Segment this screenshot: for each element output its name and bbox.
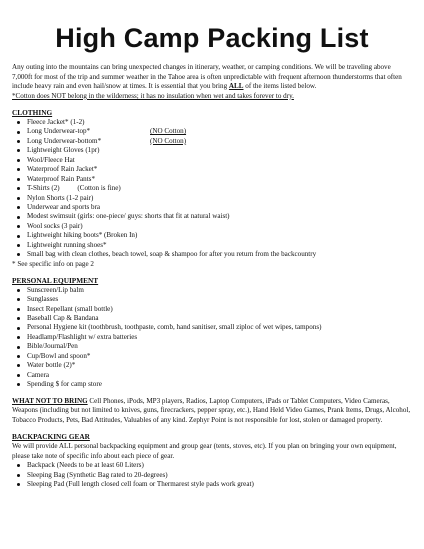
list-item: Camera bbox=[12, 371, 412, 380]
personal-equipment-list bbox=[12, 286, 412, 390]
intro-paragraph bbox=[12, 63, 412, 101]
list-item: Nylon Shorts (1-2 pair) bbox=[12, 194, 412, 203]
clothing-footnote: * See specific info on page 2 bbox=[12, 259, 94, 268]
page-title: High Camp Packing List bbox=[55, 23, 369, 53]
clothing-heading: CLOTHING bbox=[12, 108, 53, 118]
list-item: Personal Hygiene kit (toothbrush, toothpaste, comb, hand sanitiser, small ziploc of wet wipes, tampons) bbox=[12, 323, 412, 332]
personal-equipment-heading: PERSONAL EQUIPMENT bbox=[12, 276, 99, 286]
intro-text-after: of the items listed below. bbox=[243, 82, 317, 91]
intro-emphasis: ALL bbox=[228, 82, 244, 91]
list-item: Sunglasses bbox=[12, 295, 412, 304]
list-item: T-Shirts (2) (Cotton is fine) bbox=[12, 184, 412, 193]
list-item: Cup/Bowl and spoon* bbox=[12, 352, 412, 361]
list-item: Bible/Journal/Pen bbox=[12, 342, 412, 351]
not-to-bring-paragraph bbox=[12, 397, 412, 426]
intro-text: Any outing into the mountains can bring unexpected changes in itinerary, weather, or camping conditions. We will be traveling above 7,000ft for most of the trip and summer weather in the Tahoe area is often unpredictable with frequent afternoon thunderstorms that often include heavy rain and even hail/snow at times. It is essential that you bring bbox=[12, 63, 402, 91]
list-item: Backpack (Needs to be at least 60 Liters) bbox=[12, 461, 412, 470]
list-item: Wool socks (3 pair) bbox=[12, 222, 412, 231]
list-item: Baseball Cap & Bandana bbox=[12, 314, 412, 323]
backpacking-gear-list bbox=[12, 461, 412, 489]
list-item: Lightweight Gloves (1pr) bbox=[12, 146, 412, 155]
cotton-note: *Cotton does NOT belong in the wilderness; it has no insulation when wet and takes forever to dry. bbox=[12, 91, 294, 100]
not-to-bring-text: Cell Phones, iPods, MP3 players, Radios, Laptop Computers, iPads or Tablet Computers, Video Cameras, Weapons (including but not limited to knives, guns, firecrackers, pepper spray, etc.), Hand Held Video Games, Prank Items, Drugs, Alcohol, Tobacco Products, Pets, Bad Attitudes, Valuables of any kind. Zephyr Point is not responsible for lost, stolen or damaged property. bbox=[12, 396, 411, 424]
list-item: Long Underwear-top* (NO Cotton) bbox=[12, 127, 412, 136]
list-item: Fleece Jacket* (1-2) bbox=[12, 118, 412, 127]
list-item: Water bottle (2)* bbox=[12, 361, 412, 370]
list-item: Headlamp/Flashlight w/ extra batteries bbox=[12, 333, 412, 342]
list-item: Sunscreen/Lip balm bbox=[12, 286, 412, 295]
clothing-list bbox=[12, 118, 412, 260]
list-item: Lightweight running shoes* bbox=[12, 241, 412, 250]
list-item: Underwear and sports bra bbox=[12, 203, 412, 212]
list-item: Spending $ for camp store bbox=[12, 380, 412, 389]
list-item: Insect Repellant (small bottle) bbox=[12, 305, 412, 314]
list-item: Long Underwear-bottom* (NO Cotton) bbox=[12, 137, 412, 146]
list-item: Waterproof Rain Jacket* bbox=[12, 165, 412, 174]
list-item: Wool/Fleece Hat bbox=[12, 156, 412, 165]
no-cotton-note: (NO Cotton) bbox=[150, 136, 187, 145]
list-item: Lightweight hiking boots* (Broken In) bbox=[12, 231, 412, 240]
no-cotton-note: (NO Cotton) bbox=[150, 127, 187, 136]
backpacking-gear-heading: BACKPACKING GEAR bbox=[12, 432, 90, 442]
not-to-bring-heading: WHAT NOT TO BRING bbox=[12, 396, 88, 405]
list-item: Waterproof Rain Pants* bbox=[12, 175, 412, 184]
backpacking-gear-intro: We will provide ALL personal backpacking equipment and group gear (tents, stoves, etc). If you plan on bringing your own equipment, please take note of specific info about each piece of gear. bbox=[12, 441, 397, 460]
list-item: Sleeping Bag (Synthetic Bag rated to 20-degrees) bbox=[12, 471, 412, 480]
list-item: Small bag with clean clothes, beach towel, soap & shampoo for after you return from the backcountry bbox=[12, 250, 412, 259]
list-item: Sleeping Pad (Full length closed cell foam or Thermarest style pads work great) bbox=[12, 480, 412, 489]
list-item: Modest swimsuit (girls: one-piece/ guys: shorts that fit at natural waist) bbox=[12, 212, 412, 221]
